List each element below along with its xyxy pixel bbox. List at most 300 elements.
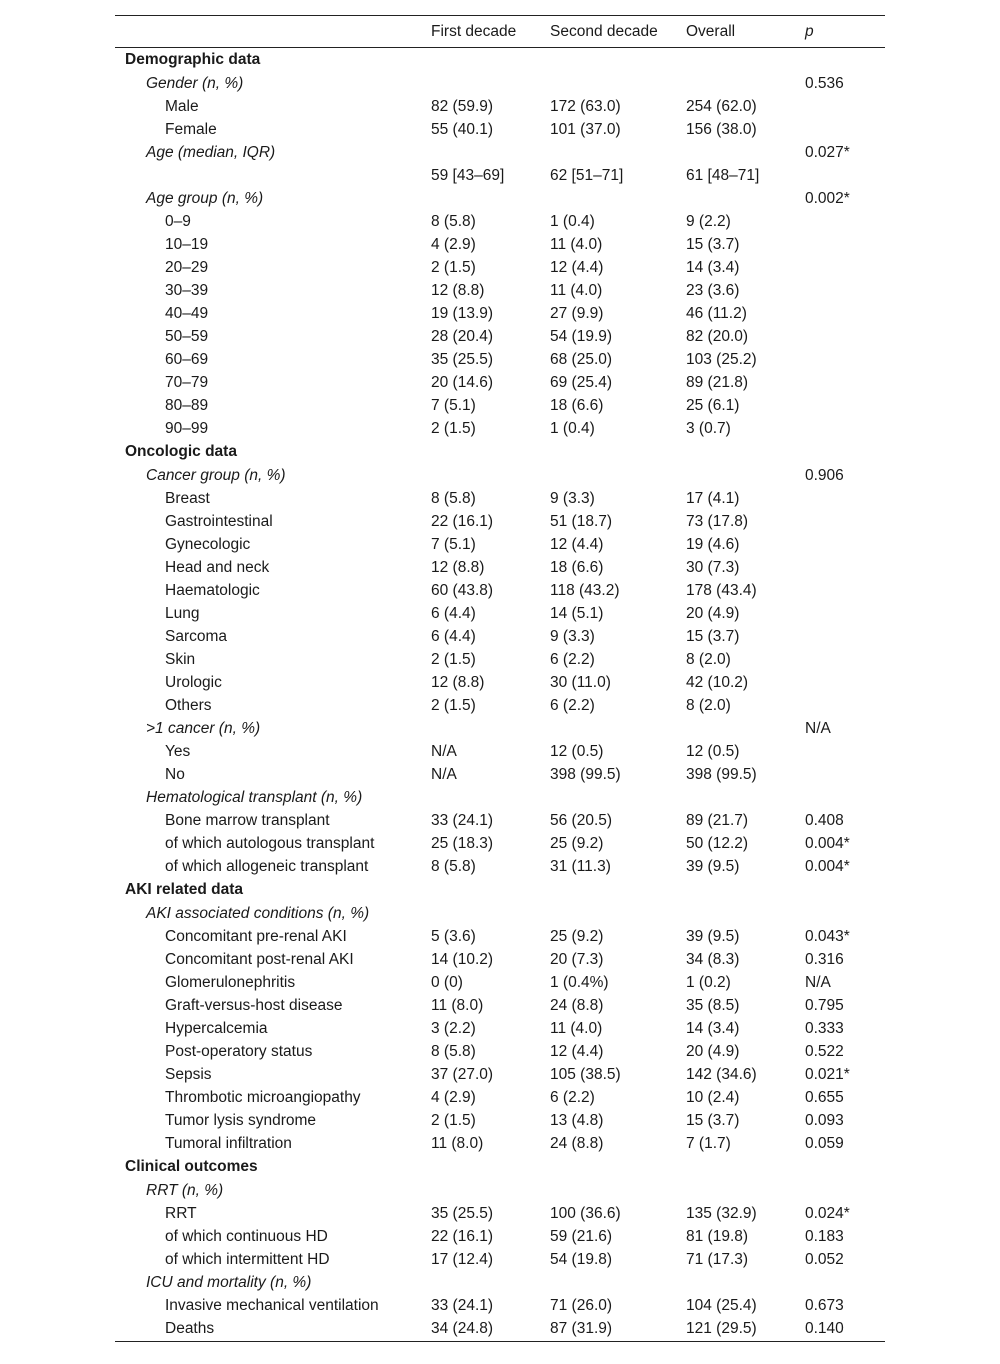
cell-first-decade: 35 (25.5) <box>431 1204 494 1222</box>
subgroup-row <box>115 1179 885 1202</box>
table-row <box>115 164 885 187</box>
cell-overall: 15 (3.7) <box>686 1111 740 1129</box>
subgroup-row <box>115 72 885 95</box>
row-label: No <box>165 765 185 783</box>
cell-second-decade: 11 (4.0) <box>550 235 603 253</box>
cell-p-value: 0.795 <box>805 996 844 1014</box>
row-label: Haematologic <box>165 581 260 599</box>
cell-second-decade: 31 (11.3) <box>550 857 611 875</box>
cell-second-decade: 14 (5.1) <box>550 604 604 622</box>
subgroup-row <box>115 786 885 809</box>
cell-p-value: 0.024* <box>805 1204 850 1222</box>
row-label: 40–49 <box>165 304 209 322</box>
cell-first-decade: 55 (40.1) <box>431 120 494 138</box>
cell-p-value: 0.004* <box>805 834 850 852</box>
cell-second-decade: 25 (9.2) <box>550 834 604 852</box>
cell-first-decade: 8 (5.8) <box>431 489 476 507</box>
table-row <box>115 1317 885 1342</box>
cell-overall: 35 (8.5) <box>686 996 740 1014</box>
cell-overall: 39 (9.5) <box>686 927 740 945</box>
cell-second-decade: 71 (26.0) <box>550 1296 613 1314</box>
cell-overall: 14 (3.4) <box>686 1019 740 1037</box>
cell-p-value <box>795 210 885 233</box>
cell-first-decade: 4 (2.9) <box>431 235 476 253</box>
row-label: Concomitant post-renal AKI <box>165 950 354 968</box>
cell-first-decade: 6 (4.4) <box>431 604 476 622</box>
header-overall: Overall <box>686 22 736 40</box>
cell-first-decade <box>421 187 540 210</box>
table-row <box>115 1086 885 1109</box>
row-label: Female <box>165 120 217 138</box>
row-label: of which continuous HD <box>165 1227 328 1245</box>
table-row <box>115 118 885 141</box>
cell-first-decade <box>421 902 540 925</box>
cell-p-value: 0.906 <box>805 466 844 484</box>
cell-p-value <box>795 371 885 394</box>
cell-overall: 7 (1.7) <box>686 1134 731 1152</box>
cell-first-decade: 6 (4.4) <box>431 627 476 645</box>
cell-overall: 254 (62.0) <box>686 97 757 115</box>
cell-second-decade: 56 (20.5) <box>550 811 613 829</box>
cell-overall: 17 (4.1) <box>686 489 740 507</box>
row-label: Hematological transplant (n, %) <box>146 788 363 806</box>
row-label: Male <box>165 97 199 115</box>
table-row <box>115 925 885 948</box>
cell-second-decade <box>540 902 676 925</box>
row-label: RRT (n, %) <box>146 1181 224 1199</box>
row-label: >1 cancer (n, %) <box>146 719 261 737</box>
row-label: of which allogeneic transplant <box>165 857 369 875</box>
cell-second-decade: 100 (36.6) <box>550 1204 621 1222</box>
cell-second-decade <box>540 1179 676 1202</box>
cell-overall <box>676 141 795 164</box>
cell-second-decade: 20 (7.3) <box>550 950 604 968</box>
header-label <box>115 16 421 48</box>
row-label: 30–39 <box>165 281 209 299</box>
table-row <box>115 1017 885 1040</box>
table-row <box>115 1132 885 1155</box>
table-row <box>115 948 885 971</box>
table-row <box>115 763 885 786</box>
table-header <box>115 16 885 48</box>
cell-p-value: 0.333 <box>805 1019 844 1037</box>
cell-p-value: 0.043* <box>805 927 850 945</box>
cell-second-decade: 9 (3.3) <box>550 627 595 645</box>
cell-second-decade: 59 (21.6) <box>550 1227 613 1245</box>
table-row <box>115 256 885 279</box>
row-label: Glomerulonephritis <box>165 973 296 991</box>
cell-second-decade: 24 (8.8) <box>550 996 604 1014</box>
cell-p-value: 0.021* <box>805 1065 850 1083</box>
table-row <box>115 1294 885 1317</box>
row-label: Head and neck <box>165 558 270 576</box>
cell-second-decade: 25 (9.2) <box>550 927 604 945</box>
table-row <box>115 394 885 417</box>
cell-p-value <box>795 671 885 694</box>
row-label: Post-operatory status <box>165 1042 313 1060</box>
cell-p-value <box>795 279 885 302</box>
cell-first-decade: 7 (5.1) <box>431 396 476 414</box>
table-row <box>115 348 885 371</box>
row-label: Lung <box>165 604 200 622</box>
cell-p-value <box>795 325 885 348</box>
cell-overall: 25 (6.1) <box>686 396 740 414</box>
row-label: Tumor lysis syndrome <box>165 1111 317 1129</box>
cell-first-decade <box>421 1271 540 1294</box>
row-label: Age (median, IQR) <box>146 143 276 161</box>
cell-overall <box>676 1271 795 1294</box>
table-row <box>115 233 885 256</box>
cell-overall: 19 (4.6) <box>686 535 740 553</box>
cell-first-decade: 11 (8.0) <box>431 1134 484 1152</box>
cell-overall <box>676 902 795 925</box>
cell-overall: 89 (21.8) <box>686 373 749 391</box>
cell-p-value <box>795 233 885 256</box>
row-label: Age group (n, %) <box>146 189 264 207</box>
cell-first-decade <box>421 72 540 95</box>
cell-first-decade: 35 (25.5) <box>431 350 494 368</box>
cell-p-value <box>795 1271 885 1294</box>
cell-second-decade: 12 (4.4) <box>550 535 604 553</box>
cell-second-decade <box>540 464 676 487</box>
cell-second-decade: 172 (63.0) <box>550 97 621 115</box>
row-label: AKI associated conditions (n, %) <box>146 904 370 922</box>
cell-first-decade: 12 (8.8) <box>431 558 485 576</box>
table-row <box>115 95 885 118</box>
table-row <box>115 855 885 878</box>
cell-overall: 39 (9.5) <box>686 857 740 875</box>
cell-first-decade: 2 (1.5) <box>431 696 476 714</box>
row-label: Others <box>165 696 212 714</box>
cell-first-decade: 4 (2.9) <box>431 1088 476 1106</box>
cell-overall: 3 (0.7) <box>686 419 731 437</box>
subgroup-row <box>115 187 885 210</box>
table-row <box>115 671 885 694</box>
cell-second-decade: 18 (6.6) <box>550 396 604 414</box>
cell-p-value <box>795 602 885 625</box>
cell-first-decade: 11 (8.0) <box>431 996 484 1014</box>
cell-p-value: 0.673 <box>805 1296 844 1314</box>
cell-second-decade: 54 (19.9) <box>550 327 613 345</box>
cell-overall: 104 (25.4) <box>686 1296 757 1314</box>
cell-second-decade <box>540 72 676 95</box>
row-label: Concomitant pre-renal AKI <box>165 927 347 945</box>
row-label: Gender (n, %) <box>146 74 244 92</box>
row-label: Gastrointestinal <box>165 512 273 530</box>
row-label: Yes <box>165 742 191 760</box>
row-label: Thrombotic microangiopathy <box>165 1088 361 1106</box>
cell-first-decade: 22 (16.1) <box>431 512 494 530</box>
cell-overall: 10 (2.4) <box>686 1088 740 1106</box>
header-p-value: p <box>805 22 814 40</box>
cell-second-decade <box>540 187 676 210</box>
cell-second-decade: 12 (0.5) <box>550 742 604 760</box>
cell-first-decade: 20 (14.6) <box>431 373 494 391</box>
cell-p-value: 0.316 <box>805 950 844 968</box>
row-label: RRT <box>165 1204 197 1222</box>
cell-second-decade: 13 (4.8) <box>550 1111 604 1129</box>
section-row <box>115 1155 885 1179</box>
cell-second-decade <box>540 1271 676 1294</box>
cell-overall: 8 (2.0) <box>686 650 731 668</box>
cell-second-decade: 11 (4.0) <box>550 281 603 299</box>
cell-first-decade: 3 (2.2) <box>431 1019 476 1037</box>
cell-p-value <box>795 740 885 763</box>
cell-overall: 15 (3.7) <box>686 627 740 645</box>
cell-overall: 121 (29.5) <box>686 1320 757 1337</box>
table-body <box>115 48 885 1342</box>
row-label: Deaths <box>165 1320 215 1337</box>
cell-p-value: 0.004* <box>805 857 850 875</box>
cell-second-decade: 6 (2.2) <box>550 696 595 714</box>
cell-second-decade: 62 [51–71] <box>550 166 624 184</box>
cell-overall: 8 (2.0) <box>686 696 731 714</box>
cell-overall: 30 (7.3) <box>686 558 740 576</box>
cell-first-decade: 8 (5.8) <box>431 857 476 875</box>
row-label: of which autologous transplant <box>165 834 375 852</box>
table-row <box>115 510 885 533</box>
table-row <box>115 971 885 994</box>
row-label: Skin <box>165 650 196 668</box>
cell-p-value: 0.536 <box>805 74 844 92</box>
cell-second-decade: 1 (0.4) <box>550 212 595 230</box>
cell-p-value <box>795 533 885 556</box>
cell-first-decade: 33 (24.1) <box>431 811 494 829</box>
cell-overall: 81 (19.8) <box>686 1227 749 1245</box>
table-row <box>115 1202 885 1225</box>
table-row <box>115 648 885 671</box>
cell-first-decade: 5 (3.6) <box>431 927 476 945</box>
cell-overall: 71 (17.3) <box>686 1250 749 1268</box>
cell-second-decade: 27 (9.9) <box>550 304 604 322</box>
cell-first-decade: 37 (27.0) <box>431 1065 494 1083</box>
cell-second-decade: 118 (43.2) <box>550 581 620 599</box>
subgroup-row <box>115 464 885 487</box>
cell-second-decade: 6 (2.2) <box>550 650 595 668</box>
cell-p-value <box>795 302 885 325</box>
table-row <box>115 832 885 855</box>
header-row <box>115 16 885 48</box>
cell-p-value: 0.052 <box>805 1250 844 1268</box>
cell-p-value: N/A <box>805 973 831 991</box>
cell-first-decade: 14 (10.2) <box>431 950 494 968</box>
cell-p-value: 0.002* <box>805 189 850 207</box>
cell-first-decade <box>421 141 540 164</box>
table-row <box>115 417 885 440</box>
subgroup-row <box>115 141 885 164</box>
cell-overall <box>676 1179 795 1202</box>
table-row <box>115 1248 885 1271</box>
cell-first-decade <box>421 717 540 740</box>
cell-p-value: 0.522 <box>805 1042 844 1060</box>
cell-overall: 46 (11.2) <box>686 304 747 322</box>
row-label: 60–69 <box>165 350 209 368</box>
data-table-container <box>115 15 885 1342</box>
cell-second-decade: 9 (3.3) <box>550 489 595 507</box>
cell-overall: 142 (34.6) <box>686 1065 757 1083</box>
cell-first-decade: 2 (1.5) <box>431 419 476 437</box>
cell-first-decade <box>421 1179 540 1202</box>
cell-second-decade: 69 (25.4) <box>550 373 613 391</box>
cell-p-value <box>795 1179 885 1202</box>
cell-first-decade: 12 (8.8) <box>431 281 485 299</box>
cell-overall: 15 (3.7) <box>686 235 740 253</box>
cell-second-decade: 1 (0.4) <box>550 419 595 437</box>
cell-second-decade: 12 (4.4) <box>550 1042 604 1060</box>
cell-overall <box>676 786 795 809</box>
cell-first-decade: 22 (16.1) <box>431 1227 494 1245</box>
cell-p-value <box>795 786 885 809</box>
table-row <box>115 1063 885 1086</box>
row-label: of which intermittent HD <box>165 1250 330 1268</box>
row-label: 90–99 <box>165 419 209 437</box>
cell-first-decade: 28 (20.4) <box>431 327 494 345</box>
row-label: 70–79 <box>165 373 209 391</box>
cell-overall: 178 (43.4) <box>686 581 757 599</box>
row-label: Gynecologic <box>165 535 251 553</box>
cell-overall: 156 (38.0) <box>686 120 757 138</box>
cell-overall: 20 (4.9) <box>686 604 740 622</box>
subgroup-row <box>115 902 885 925</box>
cell-second-decade: 1 (0.4%) <box>550 973 609 991</box>
cell-overall: 12 (0.5) <box>686 742 740 760</box>
cell-p-value: 0.093 <box>805 1111 844 1129</box>
cell-p-value <box>795 487 885 510</box>
cell-p-value <box>795 902 885 925</box>
cell-p-value <box>795 394 885 417</box>
cell-second-decade <box>540 786 676 809</box>
row-label: Breast <box>165 489 210 507</box>
row-label: 10–19 <box>165 235 209 253</box>
cell-second-decade: 101 (37.0) <box>550 120 621 138</box>
cell-second-decade: 105 (38.5) <box>550 1065 621 1083</box>
cell-p-value: 0.059 <box>805 1134 844 1152</box>
row-label: Invasive mechanical ventilation <box>165 1296 379 1314</box>
cell-overall: 73 (17.8) <box>686 512 749 530</box>
cell-second-decade: 30 (11.0) <box>550 673 611 691</box>
row-label: 50–59 <box>165 327 209 345</box>
cell-second-decade: 24 (8.8) <box>550 1134 604 1152</box>
cell-p-value: 0.408 <box>805 811 844 829</box>
row-label: 0–9 <box>165 212 191 230</box>
cell-p-value: 0.027* <box>805 143 850 161</box>
data-table <box>115 15 885 1342</box>
cell-first-decade: 2 (1.5) <box>431 1111 476 1129</box>
table-row <box>115 740 885 763</box>
cell-overall: 23 (3.6) <box>686 281 740 299</box>
table-row <box>115 302 885 325</box>
table-row <box>115 625 885 648</box>
row-label <box>115 164 421 187</box>
cell-overall <box>676 464 795 487</box>
cell-first-decade: 60 (43.8) <box>431 581 494 599</box>
cell-first-decade: 33 (24.1) <box>431 1296 494 1314</box>
table-row <box>115 809 885 832</box>
cell-second-decade: 68 (25.0) <box>550 350 613 368</box>
cell-overall <box>676 717 795 740</box>
cell-overall: 103 (25.2) <box>686 350 757 368</box>
table-row <box>115 602 885 625</box>
cell-first-decade: 59 [43–69] <box>431 166 505 184</box>
row-label: ICU and mortality (n, %) <box>146 1273 312 1291</box>
cell-p-value <box>795 648 885 671</box>
cell-first-decade: N/A <box>431 742 457 760</box>
cell-overall: 1 (0.2) <box>686 973 731 991</box>
cell-p-value <box>795 164 885 187</box>
table-row <box>115 533 885 556</box>
cell-p-value <box>795 510 885 533</box>
table-row <box>115 556 885 579</box>
cell-first-decade: 8 (5.8) <box>431 1042 476 1060</box>
section-heading: AKI related data <box>125 881 244 898</box>
table-row <box>115 1040 885 1063</box>
subgroup-row <box>115 717 885 740</box>
cell-first-decade: 0 (0) <box>431 973 463 991</box>
section-row <box>115 878 885 902</box>
cell-p-value <box>795 694 885 717</box>
cell-first-decade: 34 (24.8) <box>431 1320 494 1337</box>
cell-second-decade: 6 (2.2) <box>550 1088 595 1106</box>
table-row <box>115 1225 885 1248</box>
row-label: Tumoral infiltration <box>165 1134 292 1152</box>
cell-p-value <box>795 579 885 602</box>
cell-overall: 14 (3.4) <box>686 258 740 276</box>
table-row <box>115 579 885 602</box>
cell-second-decade <box>540 141 676 164</box>
cell-first-decade: 82 (59.9) <box>431 97 494 115</box>
row-label: Sarcoma <box>165 627 228 645</box>
cell-overall: 50 (12.2) <box>686 834 749 852</box>
cell-p-value: 0.183 <box>805 1227 844 1245</box>
cell-first-decade: 25 (18.3) <box>431 834 494 852</box>
cell-p-value <box>795 348 885 371</box>
cell-first-decade: 19 (13.9) <box>431 304 494 322</box>
cell-first-decade <box>421 786 540 809</box>
table-row <box>115 371 885 394</box>
cell-second-decade: 51 (18.7) <box>550 512 613 530</box>
cell-first-decade: N/A <box>431 765 457 783</box>
cell-p-value: 0.655 <box>805 1088 844 1106</box>
table-row <box>115 694 885 717</box>
row-label: Sepsis <box>165 1065 212 1083</box>
table-row <box>115 487 885 510</box>
cell-first-decade: 2 (1.5) <box>431 258 476 276</box>
cell-first-decade: 2 (1.5) <box>431 650 476 668</box>
section-heading: Demographic data <box>125 51 261 68</box>
row-label: 80–89 <box>165 396 209 414</box>
cell-p-value <box>795 625 885 648</box>
table-row <box>115 1109 885 1132</box>
cell-overall <box>676 72 795 95</box>
cell-p-value <box>795 556 885 579</box>
cell-p-value <box>795 763 885 786</box>
table-row <box>115 325 885 348</box>
cell-second-decade: 11 (4.0) <box>550 1019 603 1037</box>
cell-second-decade: 398 (99.5) <box>550 765 621 783</box>
row-label: Cancer group (n, %) <box>146 466 286 484</box>
cell-first-decade: 8 (5.8) <box>431 212 476 230</box>
table-row <box>115 994 885 1017</box>
row-label: Graft-versus-host disease <box>165 996 343 1014</box>
cell-p-value <box>795 118 885 141</box>
cell-overall: 398 (99.5) <box>686 765 757 783</box>
section-heading: Clinical outcomes <box>125 1158 258 1175</box>
cell-first-decade: 17 (12.4) <box>431 1250 494 1268</box>
cell-first-decade: 12 (8.8) <box>431 673 485 691</box>
cell-second-decade <box>540 717 676 740</box>
row-label: Hypercalcemia <box>165 1019 268 1037</box>
cell-overall: 82 (20.0) <box>686 327 749 345</box>
